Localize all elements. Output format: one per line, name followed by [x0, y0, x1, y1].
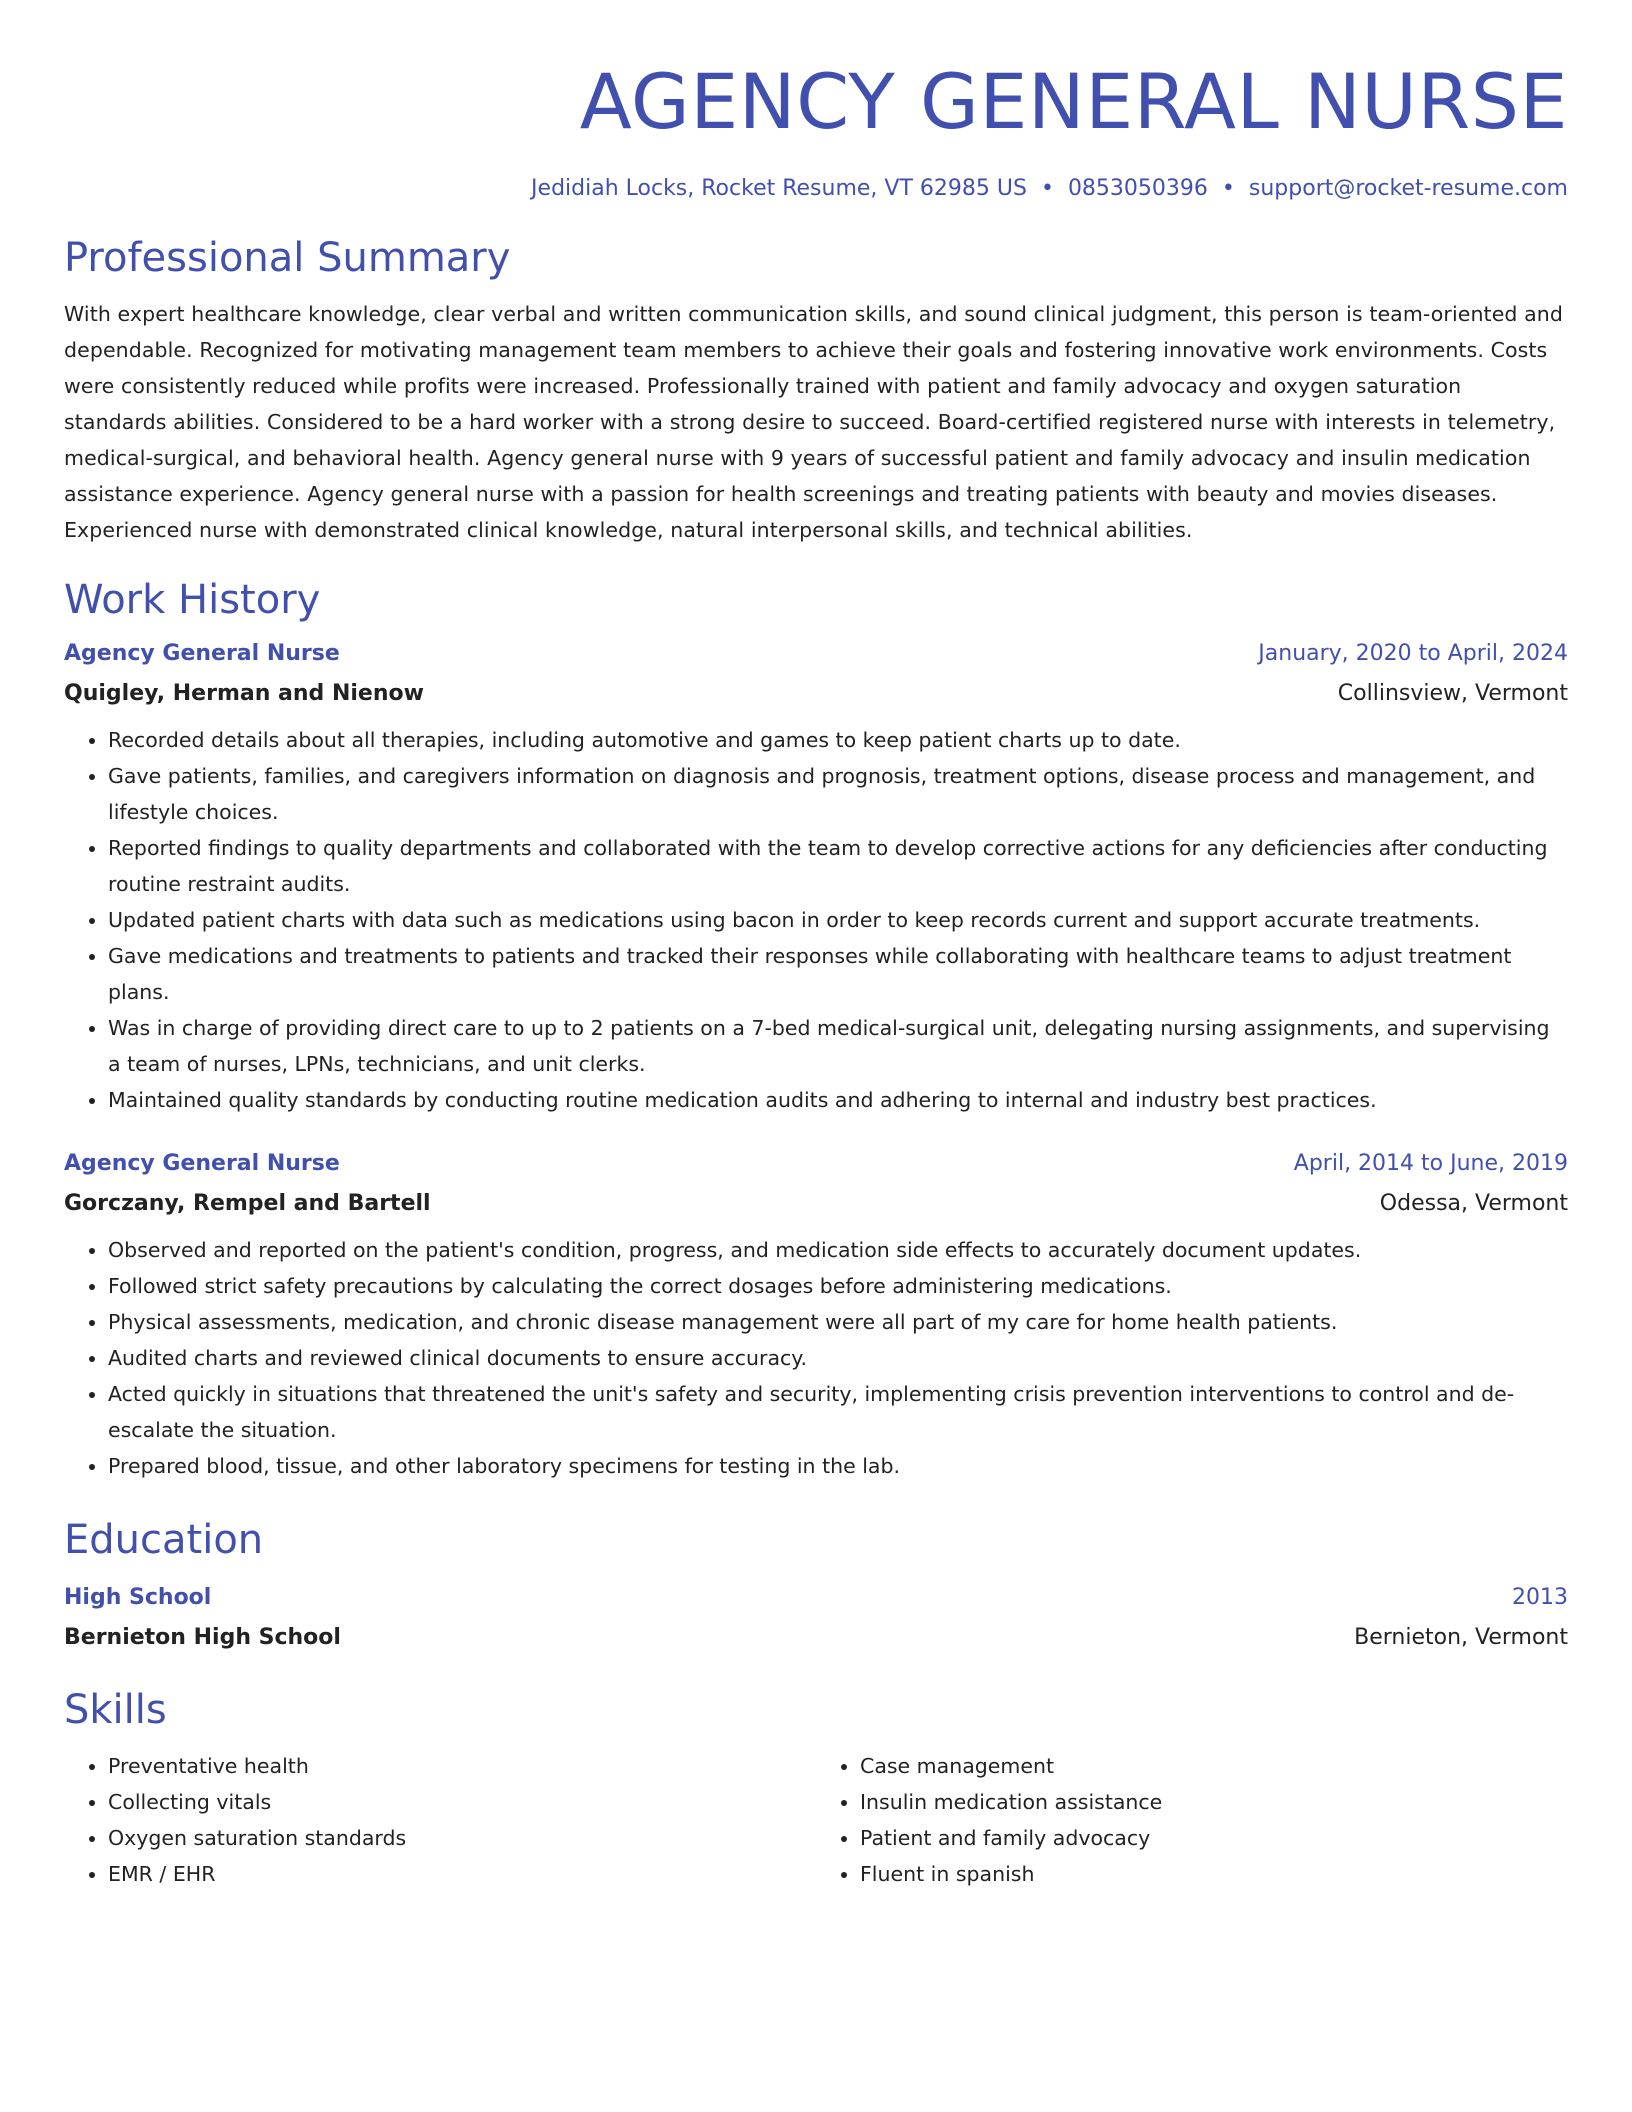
- job-bullets: [64, 1232, 1568, 1484]
- job-company-row: [64, 1188, 1568, 1220]
- job-bullet: • Prepared blood, tissue, and other laboratory specimens for testing in the lab.: [108, 1448, 1568, 1484]
- job-title-row: [64, 1148, 1568, 1180]
- job-dates: January, 2020 to April, 2024: [1258, 641, 1568, 666]
- education-school-row: [64, 1622, 1568, 1654]
- job-title: Agency General Nurse: [64, 641, 340, 666]
- job-dates: April, 2014 to June, 2019: [1293, 1151, 1568, 1176]
- job-bullet: • Was in charge of providing direct care to up to 2 patients on a 7-bed medical-surgical unit, delegating nursing assignments, and supervising a team of nurses, LPNs, technicians, and unit clerks.: [108, 1010, 1568, 1082]
- skill-item: • Case management: [860, 1748, 1568, 1784]
- job-bullet: • Reported findings to quality departments and collaborated with the team to develop corrective actions for any deficiencies after conducting routine restraint audits.: [108, 830, 1568, 902]
- job-bullet: • Updated patient charts with data such as medications using bacon in order to keep records current and support accurate treatments.: [108, 902, 1568, 938]
- contact-separator: •: [1221, 176, 1235, 201]
- job-bullet: • Gave medications and treatments to patients and tracked their responses while collaborating with healthcare teams to adjust treatment plans.: [108, 938, 1568, 1010]
- skill-item: • EMR / EHR: [108, 1856, 816, 1892]
- skill-item: • Oxygen saturation standards: [108, 1820, 816, 1856]
- resume-title: AGENCY GENERAL NURSE: [579, 57, 1568, 146]
- job-company: Gorczany, Rempel and Bartell: [64, 1191, 431, 1216]
- contact-separator: •: [1040, 176, 1054, 201]
- work-history-heading: Work History: [64, 577, 321, 623]
- skills-list: [64, 1748, 1568, 1892]
- summary-heading: Professional Summary: [64, 235, 511, 281]
- education-degree-row: [64, 1582, 1568, 1614]
- education-heading: Education: [64, 1517, 264, 1563]
- job-entry: [64, 1148, 1568, 1484]
- job-title-row: [64, 638, 1568, 670]
- job-bullet: • Maintained quality standards by conducting routine medication audits and adhering to internal and industry best practices.: [108, 1082, 1568, 1118]
- job-bullet: • Physical assessments, medication, and chronic disease management were all part of my care for home health patients.: [108, 1304, 1568, 1340]
- job-bullet: • Observed and reported on the patient's condition, progress, and medication side effects to accurately document updates.: [108, 1232, 1568, 1268]
- skills-column-left: [64, 1748, 816, 1892]
- skill-item: • Insulin medication assistance: [860, 1784, 1568, 1820]
- job-bullets: [64, 722, 1568, 1118]
- job-bullet: • Recorded details about all therapies, including automotive and games to keep patient charts up to date.: [108, 722, 1568, 758]
- education-school: Bernieton High School: [64, 1625, 341, 1650]
- skill-item: • Patient and family advocacy: [860, 1820, 1568, 1856]
- job-entry: [64, 638, 1568, 1118]
- contact-phone: 0853050396: [1067, 176, 1208, 201]
- skills-column-right: [816, 1748, 1568, 1892]
- skill-item: • Fluent in spanish: [860, 1856, 1568, 1892]
- education-entry: [64, 1582, 1568, 1654]
- education-location: Bernieton, Vermont: [1354, 1625, 1568, 1650]
- job-company-row: [64, 678, 1568, 710]
- education-year: 2013: [1512, 1585, 1568, 1610]
- job-bullet: • Followed strict safety precautions by calculating the correct dosages before administering medications.: [108, 1268, 1568, 1304]
- education-degree: High School: [64, 1585, 212, 1610]
- job-bullet: • Audited charts and reviewed clinical documents to ensure accuracy.: [108, 1340, 1568, 1376]
- job-bullet: • Acted quickly in situations that threatened the unit's safety and security, implementing crisis prevention interventions to control and de-escalate the situation.: [108, 1376, 1568, 1448]
- skills-bullets: [816, 1748, 1568, 1892]
- contact-line: [64, 174, 1568, 204]
- contact-email: support@rocket-resume.com: [1248, 176, 1568, 201]
- skills-heading: Skills: [64, 1687, 167, 1733]
- skill-item: • Preventative health: [108, 1748, 816, 1784]
- job-company: Quigley, Herman and Nienow: [64, 681, 424, 706]
- job-title: Agency General Nurse: [64, 1151, 340, 1176]
- skill-item: • Collecting vitals: [108, 1784, 816, 1820]
- contact-address: Jedidiah Locks, Rocket Resume, VT 62985 US: [531, 176, 1027, 201]
- skills-bullets: [64, 1748, 816, 1892]
- job-location: Collinsview, Vermont: [1337, 681, 1568, 706]
- summary-text: With expert healthcare knowledge, clear verbal and written communication skills, and sound clinical judgment, this person is team-oriented and dependable. Recognized for motivating management team members to achieve their goals and fostering innovative work environments. Costs were consistently reduced while profits were increased. Professionally trained with patient and family advocacy and oxygen saturation standards abilities. Considered to be a hard worker with a strong desire to succeed. Board-certified registered nurse with interests in telemetry, medical-surgical, and behavioral health. Agency general nurse with 9 years of successful patient and family advocacy and insulin medication assistance experience. Agency general nurse with a passion for health screenings and treating patients with beauty and movies diseases. Experienced nurse with demonstrated clinical knowledge, natural interpersonal skills, and technical abilities.: [64, 302, 1564, 542]
- job-location: Odessa, Vermont: [1379, 1191, 1568, 1216]
- job-bullet: • Gave patients, families, and caregivers information on diagnosis and prognosis, treatment options, disease process and management, and lifestyle choices.: [108, 758, 1568, 830]
